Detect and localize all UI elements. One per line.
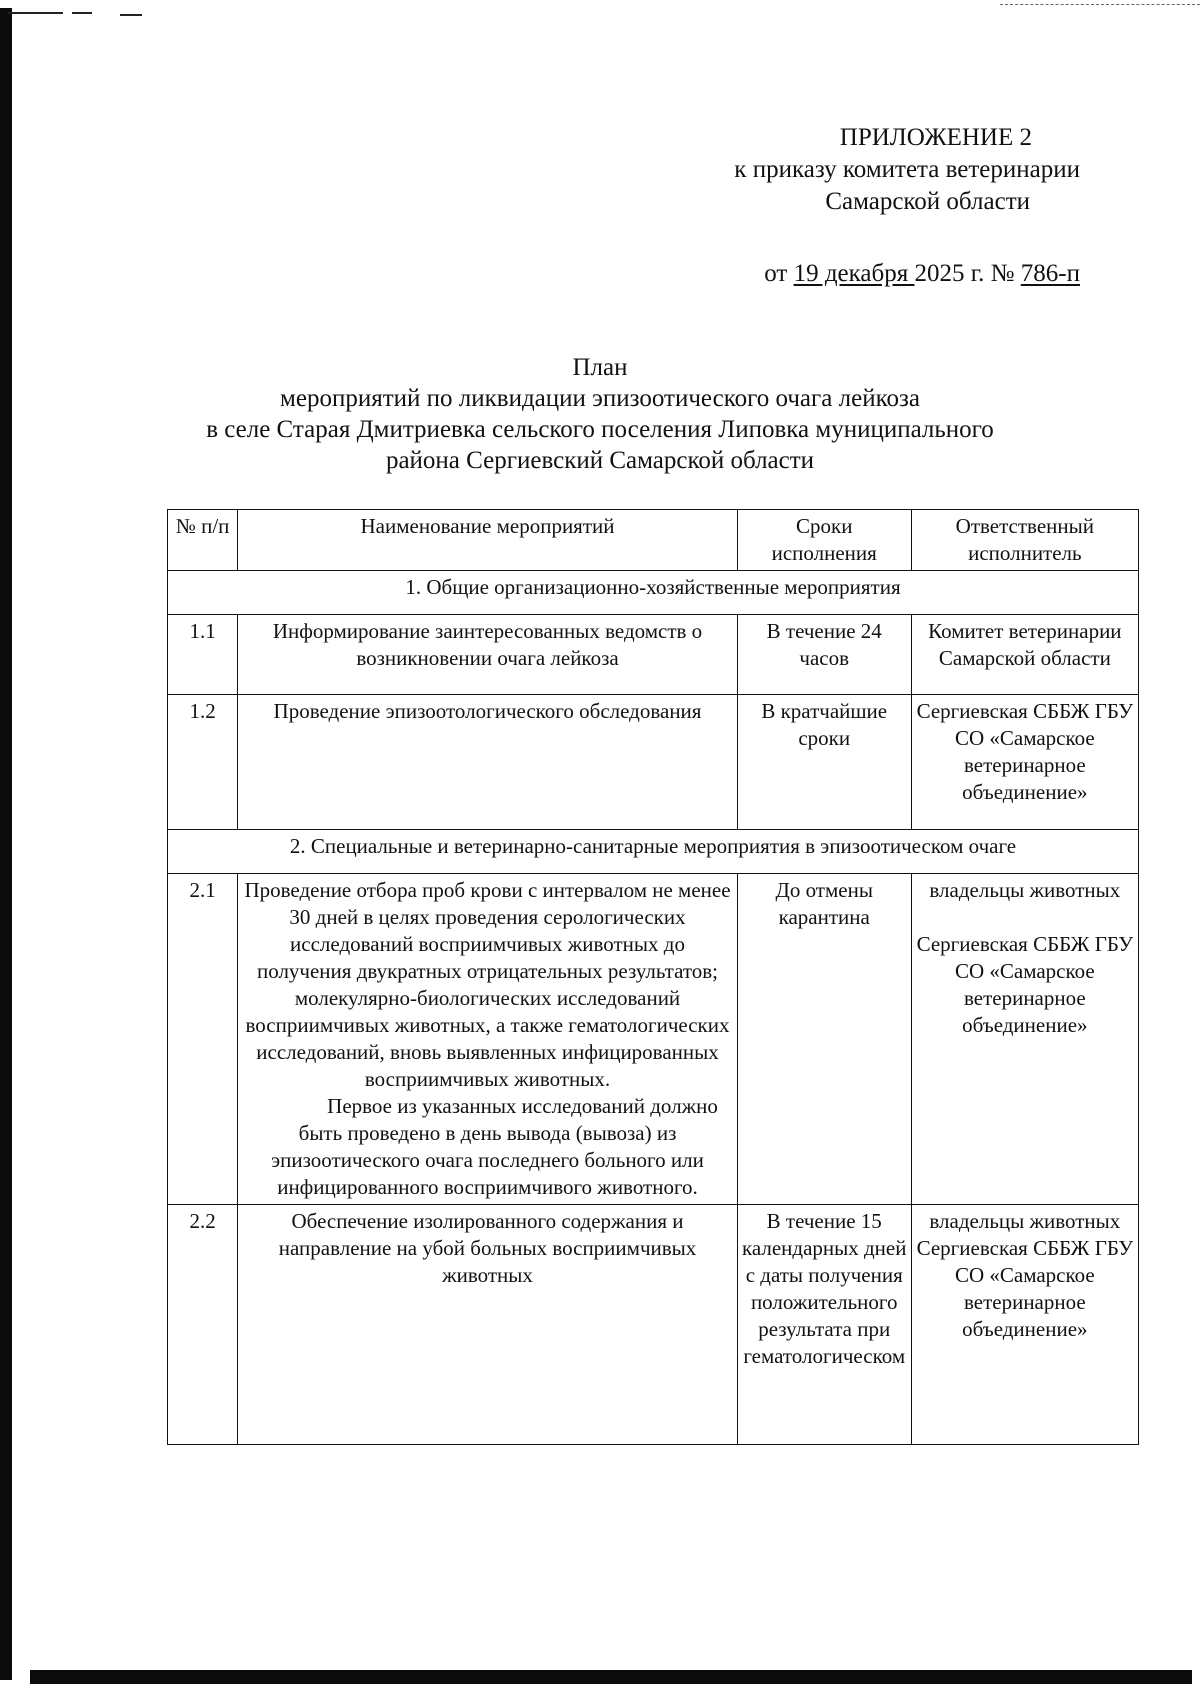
section-row	[168, 830, 1139, 874]
title-line: района Сергиевский Самарской области	[385, 447, 815, 474]
row-num: 1.2	[168, 695, 238, 830]
header-term: Сроки исполнения	[737, 510, 911, 571]
row-resp	[911, 1205, 1138, 1445]
row-name	[238, 874, 738, 1205]
row-resp-station: Сергиевская СББЖ ГБУ СО «Самарское ветеринарное объединение»	[916, 932, 1134, 1037]
row-name-paragraph: Проведение отбора проб крови с интервалом не менее 30 дней в целях проведения серологических исследований восприимчивых животных до получения двукратных отрицательных результатов; молекулярно-биологических исследований восприимчивых животных, а также гематологических исследований, вновь выявленных инфицированных восприимчивых животных.	[244, 878, 731, 1091]
title-line: в селе Старая Дмитриевка сельского поселения Липовка муниципального	[206, 416, 994, 443]
row-num: 2.2	[168, 1205, 238, 1445]
date-year: 2025 г. №	[914, 260, 1015, 287]
date-day-month: 19 декабря	[793, 260, 915, 287]
row-resp: Комитет ветеринарии Самарской области	[911, 615, 1138, 695]
row-resp-owners: владельцы животных	[929, 1209, 1121, 1233]
row-name-paragraph-text: Первое из указанных исследований должно быть проведено в день вывода (вывоза) из эпизоотического очага последнего больного или инфицированного восприимчивого животного.	[271, 1094, 718, 1199]
title-line: План	[572, 354, 628, 381]
appendix-title: ПРИЛОЖЕНИЕ 2	[839, 124, 1032, 151]
section-title: 1. Общие организационно-хозяйственные мероприятия	[168, 571, 1139, 615]
section-row	[168, 571, 1139, 615]
table-row	[168, 1205, 1139, 1445]
scan-mark-top	[120, 14, 142, 16]
row-num: 1.1	[168, 615, 238, 695]
row-term: В течение 15 календарных дней с даты получения положительного результата при гематологическом	[737, 1205, 911, 1445]
table-row	[168, 615, 1139, 695]
date-prefix: от	[764, 260, 788, 287]
row-resp: Сергиевская СББЖ ГБУ СО «Самарское ветеринарное объединение»	[911, 695, 1138, 830]
scan-mark-top	[8, 12, 63, 14]
appendix-order-ref: к приказу комитета ветеринарии	[734, 156, 1080, 183]
header-resp: Ответственный исполнитель	[911, 510, 1138, 571]
table-header-row	[168, 510, 1139, 571]
row-resp-station: Сергиевская СББЖ ГБУ СО «Самарское ветеринарное объединение»	[916, 1236, 1134, 1341]
scan-mark-top-right	[1000, 4, 1200, 6]
row-name: Проведение эпизоотологического обследования	[238, 695, 738, 830]
row-name: Обеспечение изолированного содержания и направление на убой больных восприимчивых животных	[238, 1205, 738, 1445]
row-resp	[911, 874, 1138, 1205]
scan-edge-bottom	[30, 1670, 1192, 1684]
row-num: 2.1	[168, 874, 238, 1205]
order-number: 786-п	[1020, 260, 1080, 287]
row-term: В кратчайшие сроки	[737, 695, 911, 830]
row-name: Информирование заинтересованных ведомств о возникновении очага лейкоза	[238, 615, 738, 695]
header-num: № п/п	[168, 510, 238, 571]
scan-mark-top	[72, 12, 92, 14]
title-line: мероприятий по ликвидации эпизоотического очага лейкоза	[280, 385, 920, 412]
plan-table	[167, 509, 1139, 1445]
table-row	[168, 695, 1139, 830]
table-row	[168, 874, 1139, 1205]
document-title	[160, 352, 1040, 476]
row-term: В течение 24 часов	[737, 615, 911, 695]
appendix-region: Самарской области	[825, 188, 1030, 215]
scan-edge-left	[0, 8, 12, 1680]
row-resp-owners: владельцы животных	[929, 878, 1121, 902]
order-date-line	[640, 258, 1080, 290]
row-term: До отмены карантина	[737, 874, 911, 1205]
section-title: 2. Специальные и ветеринарно-санитарные мероприятия в эпизоотическом очаге	[168, 830, 1139, 874]
appendix-header	[640, 122, 1080, 290]
row-name-paragraph	[242, 1093, 733, 1201]
header-name: Наименование мероприятий	[238, 510, 738, 571]
